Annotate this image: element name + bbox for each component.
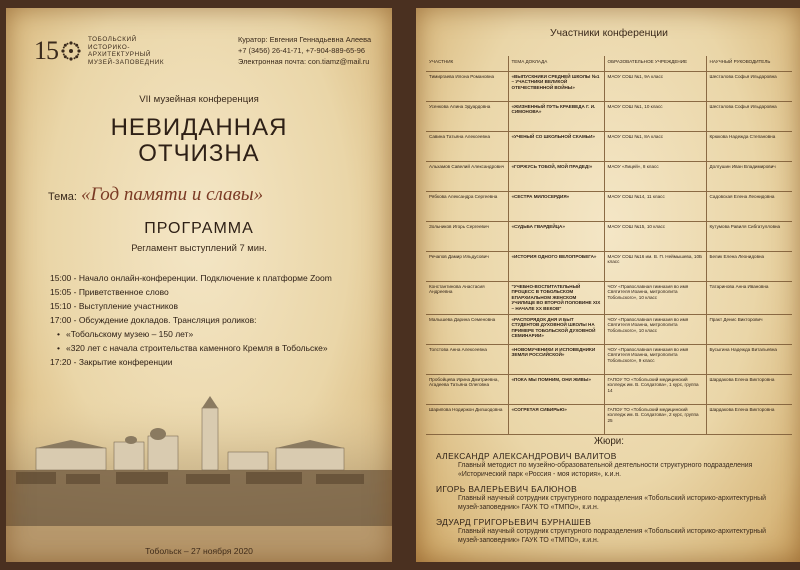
schedule bbox=[50, 271, 380, 369]
juror-name: ИГОРЬ ВАЛЕРЬЕВИЧ БАЛЮНОВ bbox=[436, 484, 578, 494]
schedule-item: 17:20 - Закрытие конференции bbox=[50, 357, 173, 367]
header-topic: ТЕМА ДОКЛАДА bbox=[508, 56, 604, 71]
table-row bbox=[426, 71, 792, 101]
cell-topic: «СОГРЕТАЯ СИБИРЬЮ» bbox=[508, 404, 604, 434]
cell-school: ГАПОУ ТО «Тобольский медицинский колледж им. В. Солдатова», 1 курс, группа 14 bbox=[604, 374, 706, 404]
table-row bbox=[426, 374, 792, 404]
cell-school: МАОУ СОШ №1, 8А класс bbox=[604, 131, 706, 161]
table-row bbox=[426, 281, 792, 314]
cell-school: МАОУ СОШ №14, 11 класс bbox=[604, 191, 706, 221]
program-title: ПРОГРАММА bbox=[144, 220, 254, 237]
logo-number: 15 bbox=[34, 36, 58, 65]
jury-title: Жюри: bbox=[593, 436, 625, 447]
cell-participant: Речапов Дамир Ильдусович bbox=[426, 251, 508, 281]
cell-school: МАОУ СОШ №16 им. В. П. Неймышева, 10Б класс bbox=[604, 251, 706, 281]
cell-participant: Зольников Игорь Сергеевич bbox=[426, 221, 508, 251]
museum-logo bbox=[34, 36, 170, 66]
cell-school: ЧОУ «Православная гимназия во имя Святителя Иоанна, митрополита Тобольского», 10 класс bbox=[604, 314, 706, 344]
table-row bbox=[426, 404, 792, 434]
cell-advisor: Белик Елена Леонидовна bbox=[706, 251, 792, 281]
cell-topic: "УЧЕБНО-ВОСПИТАТЕЛЬНЫЙ ПРОЦЕСС В ТОБОЛЬСКОМ ЕПАРХИАЛЬНОМ ЖЕНСКОМ УЧИЛИЩЕ ВО ВТОРОЙ ПОЛОВИНЕ XIX – НАЧАЛЕ XX ВЕКОВ" bbox=[508, 281, 604, 314]
cell-participant: Альхамов Савелий Александрович bbox=[426, 161, 508, 191]
cell-school: ГАПОУ ТО «Тобольский медицинский колледж им. В. Солдатова», 2 курс, группа 25 bbox=[604, 404, 706, 434]
cell-participant: Пробойцева Ирина Дмитриевна, Агадеева Татьяна Олеговна bbox=[426, 374, 508, 404]
cell-topic: «СУДЬБА ГВАРДЕЙЦА» bbox=[508, 221, 604, 251]
cell-participant: Малышева Дарина Семеновна bbox=[426, 314, 508, 344]
participants-table bbox=[426, 56, 792, 435]
juror bbox=[436, 484, 786, 513]
schedule-item: 15:00 - Начало онлайн-конференции. Подключение к платформе Zoom bbox=[50, 273, 332, 283]
header-advisor: НАУЧНЫЙ РУКОВОДИТЕЛЬ bbox=[706, 56, 792, 71]
cell-advisor: Шесталова Софья Ильдаровна bbox=[706, 71, 792, 101]
theme bbox=[48, 184, 263, 206]
table-row bbox=[426, 191, 792, 221]
table-row bbox=[426, 314, 792, 344]
cell-topic: «РАСПОРЯДОК ДНЯ И БЫТ СТУДЕНТОВ ДУХОВНОЙ ШКОЛЫ НА ПРИМЕРЕ ТОБОЛЬСКОЙ ДУХОВНОЙ СЕМИНАРИИ» bbox=[508, 314, 604, 344]
cell-school: ЧОУ «Православная гимназия во имя Святителя Иоанна, митрополита Тобольского», 9 класс bbox=[604, 344, 706, 374]
cell-advisor: Садовская Елена Леонидовна bbox=[706, 191, 792, 221]
header-school: ОБРАЗОВАТЕЛЬНОЕ УЧРЕЖДЕНИЕ bbox=[604, 56, 706, 71]
video-item: • «320 лет с начала строительства каменного Кремля в Тобольске» bbox=[50, 341, 380, 355]
conference-number: VII музейная конференция bbox=[139, 94, 259, 105]
juror-desc: Главный научный сотрудник структурного подразделения «Тобольский историко-архитектурный музей-заповедник» ГАУК ТО «ТМПО», к.и.н. bbox=[458, 528, 766, 545]
cell-advisor: Долгушин Иван Владимирович bbox=[706, 161, 792, 191]
cell-advisor: Татаринова Анна Ивановна bbox=[706, 281, 792, 314]
cell-advisor: Практ Денис Викторович bbox=[706, 314, 792, 344]
table-row bbox=[426, 344, 792, 374]
juror bbox=[436, 451, 786, 480]
participants-page bbox=[416, 8, 800, 562]
cell-topic: «ГОРЖУСЬ ТОБОЙ, МОЙ ПРАДЕД!» bbox=[508, 161, 604, 191]
cell-advisor: Бусыгина Надежда Витальевна bbox=[706, 344, 792, 374]
programme-page bbox=[6, 8, 392, 562]
cell-participant: Рябкова Александра Сергеевна bbox=[426, 191, 508, 221]
juror-desc: Главный научный сотрудник структурного подразделения «Тобольский историко-архитектурный музей-заповедник» ГАУК ТО «ТМПО», к.и.н. bbox=[458, 495, 766, 512]
schedule-item: 15:10 - Выступление участников bbox=[50, 301, 178, 311]
cell-advisor: Крюкова Надежда Степановна bbox=[706, 131, 792, 161]
cell-topic: «СЕСТРА МИЛОСЕРДИЯ» bbox=[508, 191, 604, 221]
juror-name: АЛЕКСАНДР АЛЕКСАНДРОВИЧ ВАЛИТОВ bbox=[436, 451, 617, 461]
juror-desc: Главный методист по музейно-образовательной деятельности структурного подразделения «Исторический парк «Россия - моя история», к.и.н. bbox=[458, 462, 753, 479]
table-row bbox=[426, 251, 792, 281]
theme-label: Тема: bbox=[48, 191, 77, 203]
juror bbox=[436, 517, 786, 546]
logo-text: ТОБОЛЬСКИЙ ИСТОРИКО-АРХИТЕКТУРНЫЙ МУЗЕЙ-ЗАПОВЕДНИК bbox=[88, 36, 165, 66]
cell-advisor: Шесталова Софья Ильдаровна bbox=[706, 101, 792, 131]
cell-school: ЧОУ «Православная гимназия во имя Святителя Иоанна, митрополита Тобольского», 10 класс bbox=[604, 281, 706, 314]
cell-advisor: Шардакова Елена Викторовна bbox=[706, 374, 792, 404]
participants-title: Участники конференции bbox=[550, 28, 668, 39]
cell-participant: Толстова Анна Алексеевна bbox=[426, 344, 508, 374]
table-row bbox=[426, 101, 792, 131]
table-row bbox=[426, 131, 792, 161]
cell-topic: «ЖИЗНЕННЫЙ ПУТЬ КРАЕВЕДА Г. И. СИМОНОВА» bbox=[508, 101, 604, 131]
schedule-item: 15:05 - Приветственное слово bbox=[50, 287, 169, 297]
table-row bbox=[426, 221, 792, 251]
cell-participant: Савина Татьяна Алексеевна bbox=[426, 131, 508, 161]
table-row bbox=[426, 161, 792, 191]
curator-name: Куратор: Евгения Геннадьевна Алеева bbox=[238, 35, 372, 44]
table-header-row bbox=[426, 56, 792, 71]
reglament: Регламент выступлений 7 мин. bbox=[131, 242, 267, 253]
cell-participant: Тимиргаева Илона Романовна bbox=[426, 71, 508, 101]
curator-phones: +7 (3456) 26-41-71, +7-904-889-65-96 bbox=[238, 46, 365, 55]
title-line-2: ОТЧИЗНА bbox=[138, 140, 260, 167]
contact-block bbox=[238, 34, 371, 67]
sunburst-icon bbox=[60, 40, 82, 62]
cell-school: МАОУ СОШ №1, 9А класс bbox=[604, 71, 706, 101]
cell-topic: «НОВОМУЧЕНИКИ И ИСПОВЕДНИКИ ЗЕМЛИ РОССИЙСКОЙ» bbox=[508, 344, 604, 374]
curator-email: Электронная почта: con.tiamz@mail.ru bbox=[238, 57, 370, 66]
cell-advisor: Шардакова Елена Викторовна bbox=[706, 404, 792, 434]
cell-topic: «ВЫПУСКНИКИ СРЕДНЕЙ ШКОЛЫ №1 – УЧАСТНИКИ ВЕЛИКОЙ ОТЕЧЕСТВЕННОЙ ВОЙНЫ» bbox=[508, 71, 604, 101]
cell-topic: «ПОКА МЫ ПОМНИМ, ОНИ ЖИВЫ» bbox=[508, 374, 604, 404]
cell-topic: «УЧЕНЫЙ СО ШКОЛЬНОЙ СКАМЬИ» bbox=[508, 131, 604, 161]
schedule-item: 17:00 - Обсуждение докладов. Трансляция роликов: bbox=[50, 315, 257, 325]
theme-value: «Год памяти и славы» bbox=[80, 184, 264, 205]
cell-school: МАОУ СОШ №1, 10 класс bbox=[604, 101, 706, 131]
cell-participant: Усенкова Алина Эдуардовна bbox=[426, 101, 508, 131]
conference-title bbox=[6, 115, 392, 167]
cell-advisor: Кутумова Равиля Сибгатулловна bbox=[706, 221, 792, 251]
cell-participant: Константинова Анастасия Андреевна bbox=[426, 281, 508, 314]
header-participant: УЧАСТНИК bbox=[426, 56, 508, 71]
video-item: • «Тобольскому музею – 150 лет» bbox=[50, 327, 380, 341]
title-line-1: НЕВИДАННАЯ bbox=[110, 114, 288, 141]
cell-participant: Шарипова Нодиржон Дилшодовна bbox=[426, 404, 508, 434]
kremlin-photo bbox=[6, 396, 392, 562]
cell-topic: «ИСТОРИЯ ОДНОГО ВЕЛОПРОБЕГА» bbox=[508, 251, 604, 281]
juror-name: ЭДУАРД ГРИГОРЬЕВИЧ БУРНАШЕВ bbox=[436, 517, 592, 527]
cell-school: МАОУ СОШ №15, 10 класс bbox=[604, 221, 706, 251]
cell-school: МАОУ «Лицей», 8 класс bbox=[604, 161, 706, 191]
footer-date: Тобольск – 27 ноября 2020 bbox=[145, 546, 253, 556]
